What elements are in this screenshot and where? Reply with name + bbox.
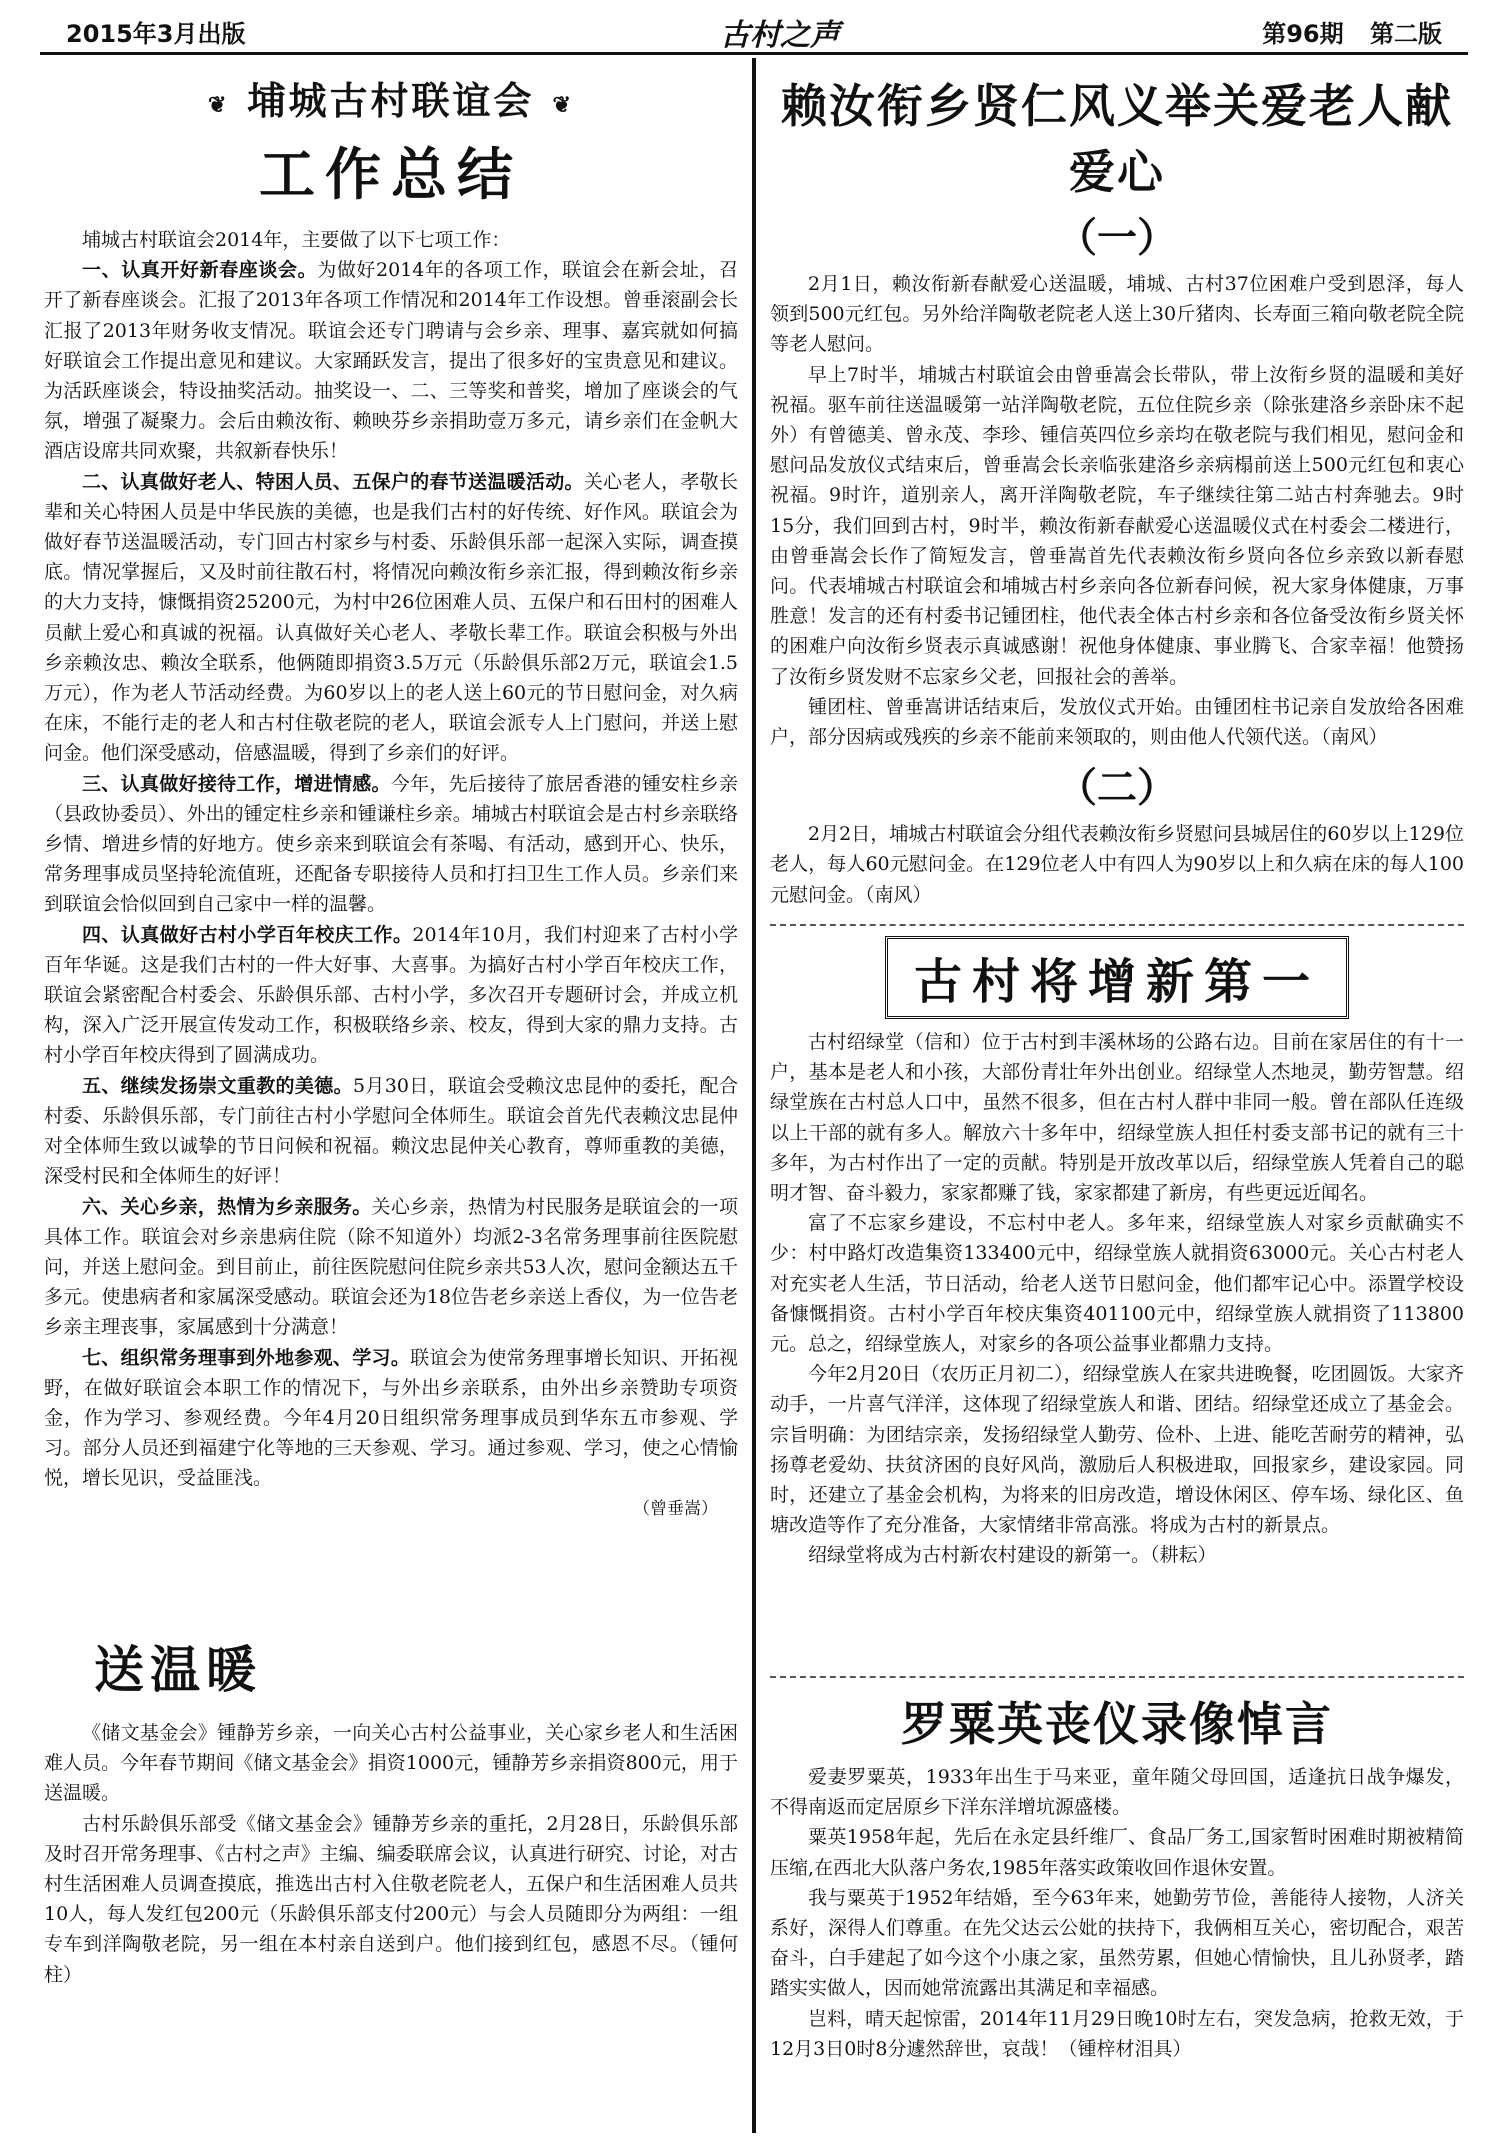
section-divider: [770, 924, 1464, 926]
summary-paragraph: 六、关心乡亲，热情为乡亲服务。关心乡亲，热情为村民服务是联谊会的一项具体工作。联谊会对乡亲患病住院（除不知道外）均派2-3名常务理事前往医院慰问，并送上慰问金。到目前止，前往医院慰问住院乡亲共53人次，慰问金额达五千多元。使患病者和家属深受感动。联谊会还为18位告老乡亲送上香仪，为一位告老乡亲主理丧事，家属感到十分满意！: [44, 1195, 738, 1339]
article-work-summary: [44, 70, 738, 1519]
new-first-title-wrap: [770, 936, 1464, 1019]
eulogy-paragraph: 岂料，晴天起惊雷，2014年11月29日晚10时左右，突发急病，抢救无效，于12月3日0时8分遽然辞世，哀哉！（锺梓材泪具）: [770, 2007, 1464, 2060]
paper-name: 古村之声: [720, 18, 840, 53]
page-header: [40, 8, 1468, 55]
summary-signature: （曾垂嵩）: [633, 1498, 718, 1519]
eulogy-paragraph: 粟英1958年起，先后在永定县纤维厂、食品厂务工,国家暂时困难时期被精简压缩,在西北大队落户务农,1985年落实政策收回作退休安置。: [770, 1826, 1464, 1879]
summary-paragraph: 五、继续发扬崇文重教的美德。5月30日，联谊会受赖汶忠昆仲的委托，配合村委、乐龄俱乐部，专门前往古村小学慰问全体师生。联谊会首先代表赖汶忠昆仲对全体师生致以诚挚的节日问候和祝福。赖汶忠昆仲关心教育，尊师重教的美德，深受村民和全体师生的好评！: [44, 1074, 738, 1188]
ornament-icon: ❦: [208, 91, 230, 118]
summary-paragraph: 三、认真做好接待工作，增进情感。今年，先后接待了旅居香港的锺安柱乡亲（县政协委员）、外出的锺定柱乡亲和锺谦柱乡亲。埔城古村联谊会是古村乡亲联络乡情、增进乡情的好地方。使乡亲来到联谊会有茶喝、有活动，感到开心、快乐，常务理事成员坚持轮流值班，还配备专职接待人员和打扫卫生工作人员。乡亲们来到联谊会恰似回到自己家中一样的温馨。: [44, 772, 738, 916]
summary-body: [44, 225, 738, 1494]
elders-part1-label: （一）: [1057, 214, 1177, 261]
article-eulogy: [770, 1688, 1464, 2064]
ornament-icon: ❦: [552, 91, 574, 118]
elders-paragraph: 早上7时半，埔城古村联谊会由曾垂嵩会长带队，带上汝衔乡贤的温暖和美好祝福。驱车前往送温暖第一站洋陶敬老院，五位住院乡亲（除张建洛乡亲卧床不起外）有曾德美、曾永茂、李珍、锺信英四位乡亲均在敬老院与我们相见，慰问金和慰问品发放仪式结束后，曾垂嵩会长亲临张建洛乡亲病榻前送上500元红包和衷心祝福。9时许，道别亲人，离开洋陶敬老院，车子继续往第二站古村奔驰去。9时15分，我们回到古村，9时半，赖汝衔新春献爱心送温暖仪式在村委会二楼进行，由曾垂嵩会长作了简短发言，曾垂嵩首先代表赖汝衔乡贤向各位乡亲致以新春慰问。代表埔城古村联谊会和埔城古村乡亲向各位新春问候，祝大家身体健康，万事胜意！发言的还有村委书记锺团柱，他代表全体古村乡亲和各位备受汝衔乡贤关怀的困难户向汝衔乡贤表示真诚感谢！祝他身体健康、事业腾飞、合家幸福！他赞扬了汝衔乡贤发财不忘家乡父老，回报社会的善举。: [770, 363, 1464, 688]
new-first-paragraph: 富了不忘家乡建设，不忘村中老人。多年来，绍绿堂族人对家乡贡献确实不少：村中路灯改造集资133400元中，绍绿堂族人就捐资63000元。关心古村老人对充实老人生活，节日活动，给老人送节日慰问金，他们都牢记心中。添置学校设备慷慨捐资。古村小学百年校庆集资401100元中，绍绿堂族人就捐资了113800元。总之，绍绿堂族人，对家乡的各项公益事业都鼎力支持。: [770, 1212, 1464, 1356]
eulogy-title: 罗粟英丧仪录像悼言: [901, 1697, 1333, 1751]
elders-part1-body: [770, 269, 1464, 752]
summary-paragraph: 七、组织常务理事到外地参观、学习。联谊会为使常务理事增长知识、开拓视野，在做好联谊会本职工作的情况下，与外出乡亲联系，由外出乡亲赞助专项资金，作为学习、参观经费。今年4月20日组织常务理事成员到华东五市参观、学习。部分人员还到福建宁化等地的三天参观、学习。通过参观、学习，使之心情愉悦，增长见识，受益匪浅。: [44, 1346, 738, 1490]
column-divider: [752, 58, 756, 2133]
elders-paragraph: 2月1日，赖汝衔新春献爱心送温暖，埔城、古村37位困难户受到恩泽，每人领到500元红包。另外给洋陶敬老院老人送上30斤猪肉、长寿面三箱向敬老院全院等老人慰问。: [770, 273, 1464, 356]
eulogy-paragraph: 爱妻罗粟英，1933年出生于马来亚，童年随父母回国，适逢抗日战争爆发，不得南返而定居原乡下洋东洋增坑源盛楼。: [770, 1766, 1464, 1819]
summary-paragraph: 二、认真做好老人、特困人员、五保户的春节送温暖活动。关心老人，孝敬长辈和关心特困人员是中华民族的美德，也是我们古村的好传统、好作风。联谊会为做好春节送温暖活动，专门回古村家乡与村委、乐龄俱乐部一起深入实际，调查摸底。情况掌握后，又及时前往散石村，将情况向赖汝衔乡亲汇报，得到赖汝衔乡亲的大力支持，慷慨捐资25200元，为村中26位困难人员、五保户和石田村的困难人员献上爱心和真诚的祝福。认真做好关心老人、孝敬长辈工作。联谊会积极与外出乡亲赖汝忠、赖汝全联系，他俩随即捐资3.5万元（乐龄俱乐部2万元，联谊会1.5万元），作为老人节活动经费。为60岁以上的老人送上60元的节日慰问金，对久病在床，不能行走的老人和古村住敬老院的老人，联谊会派专人上门慰问，并送上慰问金。他们深受感动，倍感温暖，得到了乡亲们的好评。: [44, 470, 738, 765]
warmth-paragraph: 古村乐龄俱乐部受《储文基金会》锺静芳乡亲的重托，2月28日，乐龄俱乐部及时召开常务理事、《古村之声》主编、编委联席会议，认真进行研究、讨论，对古村生活困难人员调查摸底，推选出古村入住敬老院老人，五保户和生活困难人员共10人，每人发红包200元（乐龄俱乐部支付200元）与会人员随即分为两组：一组专车到洋陶敬老院，另一组在本村亲自送到户。他们接到红包，感恩不尽。（锺何柱）: [44, 1812, 738, 1986]
new-first-paragraph: 绍绿堂将成为古村新农村建设的新第一。（耕耘）: [808, 1544, 1217, 1567]
eulogy-body: [770, 1762, 1464, 2064]
new-first-title: 古村将增新第一: [885, 936, 1349, 1019]
issue-number: 第96期 第二版: [1262, 20, 1442, 48]
article-new-first: [770, 936, 1464, 1571]
new-first-body: [770, 1027, 1464, 1571]
summary-title-text: 埔城古村联谊会: [247, 78, 535, 123]
summary-paragraph: 埔城古村联谊会2014年，主要做了以下七项工作：: [82, 229, 511, 251]
elders-paragraph: 锺团柱、曾垂嵩讲话结束后，发放仪式开始。由锺团柱书记亲自发放给各困难户，部分因病或残疾的乡亲不能前来领取的，则由他人代领代送。（南风）: [770, 695, 1464, 749]
summary-title: [44, 70, 738, 125]
summary-title2: 工作总结: [259, 142, 523, 208]
article-elders: [770, 70, 1464, 910]
warmth-paragraph: 《储文基金会》锺静芳乡亲，一向关心古村公益事业，关心家乡老人和生活困难人员。今年春节期间《储文基金会》捐资1000元，锺静芳乡亲捐资800元，用于送温暖。: [44, 1722, 738, 1805]
warmth-title: 送温暖: [94, 1640, 262, 1699]
summary-paragraph: 一、认真开好新春座谈会。为做好2014年的各项工作，联谊会在新会址，召开了新春座谈会。汇报了2013年各项工作情况和2014年工作设想。曾垂滚副会长汇报了2013年财务收支情况。联谊会还专门聘请与会乡亲、理事、嘉宾就如何搞好联谊会工作提出意见和建议。大家踊跃发言，提出了很多好的宝贵意见和建议。为活跃座谈会，特设抽奖活动。抽奖设一、二、三等奖和普奖，增加了座谈会的气氛，增强了凝聚力。会后由赖汝衔、赖映芬乡亲捐助壹万多元，请乡亲们在金帆大酒店设席共同欢聚，共叙新春快乐！: [44, 259, 738, 463]
article-warmth: [44, 1630, 738, 1990]
issue-date: 2015年3月出版: [66, 20, 246, 48]
elders-title: 赖汝衔乡贤仁风义举关爱老人献爱心: [781, 79, 1453, 199]
elders-part2-label: （二）: [1057, 764, 1177, 812]
warmth-body: [44, 1718, 738, 1990]
summary-paragraph: 四、认真做好古村小学百年校庆工作。2014年10月，我们村迎来了古村小学百年华诞。这是我们古村的一件大好事、大喜事。为搞好古村小学百年校庆工作，联谊会紧密配合村委会、乐龄俱乐部、古村小学，多次召开专题研讨会，并成立机构，深入广泛开展宣传发动工作，积极联络乡亲、校友，得到大家的鼎力支持。古村小学百年校庆得到了圆满成功。: [44, 923, 738, 1067]
new-first-paragraph: 古村绍绿堂（信和）位于古村到丰溪林场的公路右边。目前在家居住的有十一户，基本是老人和小孩，大部份青壮年外出创业。绍绿堂人杰地灵，勤劳智慧。绍绿堂族在古村总人口中，虽然不很多，但在古村人群中非同一般。曾在部队任连级以上干部的就有多人。解放六十多年中，绍绿堂族人担任村委支部书记的就有三十多年，为古村作出了一定的贡献。特别是开放改革以后，绍绿堂族人凭着自己的聪明才智、奋斗毅力，家家都赚了钱，家家都建了新房，有些更远近闻名。: [770, 1031, 1464, 1205]
new-first-paragraph: 今年2月20日（农历正月初二），绍绿堂族人在家共进晚餐，吃团圆饭。大家齐动手，一片喜气洋洋，这体现了绍绿堂族人和谐、团结。绍绿堂还成立了基金会。宗旨明确：为团结宗亲，发扬绍绿堂人勤劳、俭朴、上进、能吃苦耐劳的精神，弘扬尊老爱幼、扶贫济困的良好风尚，激励后人积极进取，回报家乡，建设家园。同时，还建立了基金会机构，为将来的旧房改造，增设休闲区、停车场、绿化区、鱼塘改造等作了充分准备，大家情绪非常高涨。将成为古村的新景点。: [770, 1363, 1464, 1537]
elders-paragraph: 2月2日，埔城古村联谊会分组代表赖汝衔乡贤慰问县城居住的60岁以上129位老人，每人60元慰问金。在129位老人中有四人为90岁以上和久病在床的每人100元慰问金。（南风）: [770, 823, 1464, 906]
elders-part2-body: [770, 819, 1464, 910]
eulogy-paragraph: 我与粟英于1952年结婚，至今63年来，她勤劳节俭，善能待人接物，人济关系好，深得人们尊重。在先父达云公妣的扶持下，我俩相互关心，密切配合，艰苦奋斗，白手建起了如今这个小康之家，虽然劳累，但她心情愉快，且儿孙贤孝，踏踏实实做人，因而她常流露出其满足和幸福感。: [770, 1886, 1464, 2000]
section-divider: [770, 1676, 1464, 1678]
